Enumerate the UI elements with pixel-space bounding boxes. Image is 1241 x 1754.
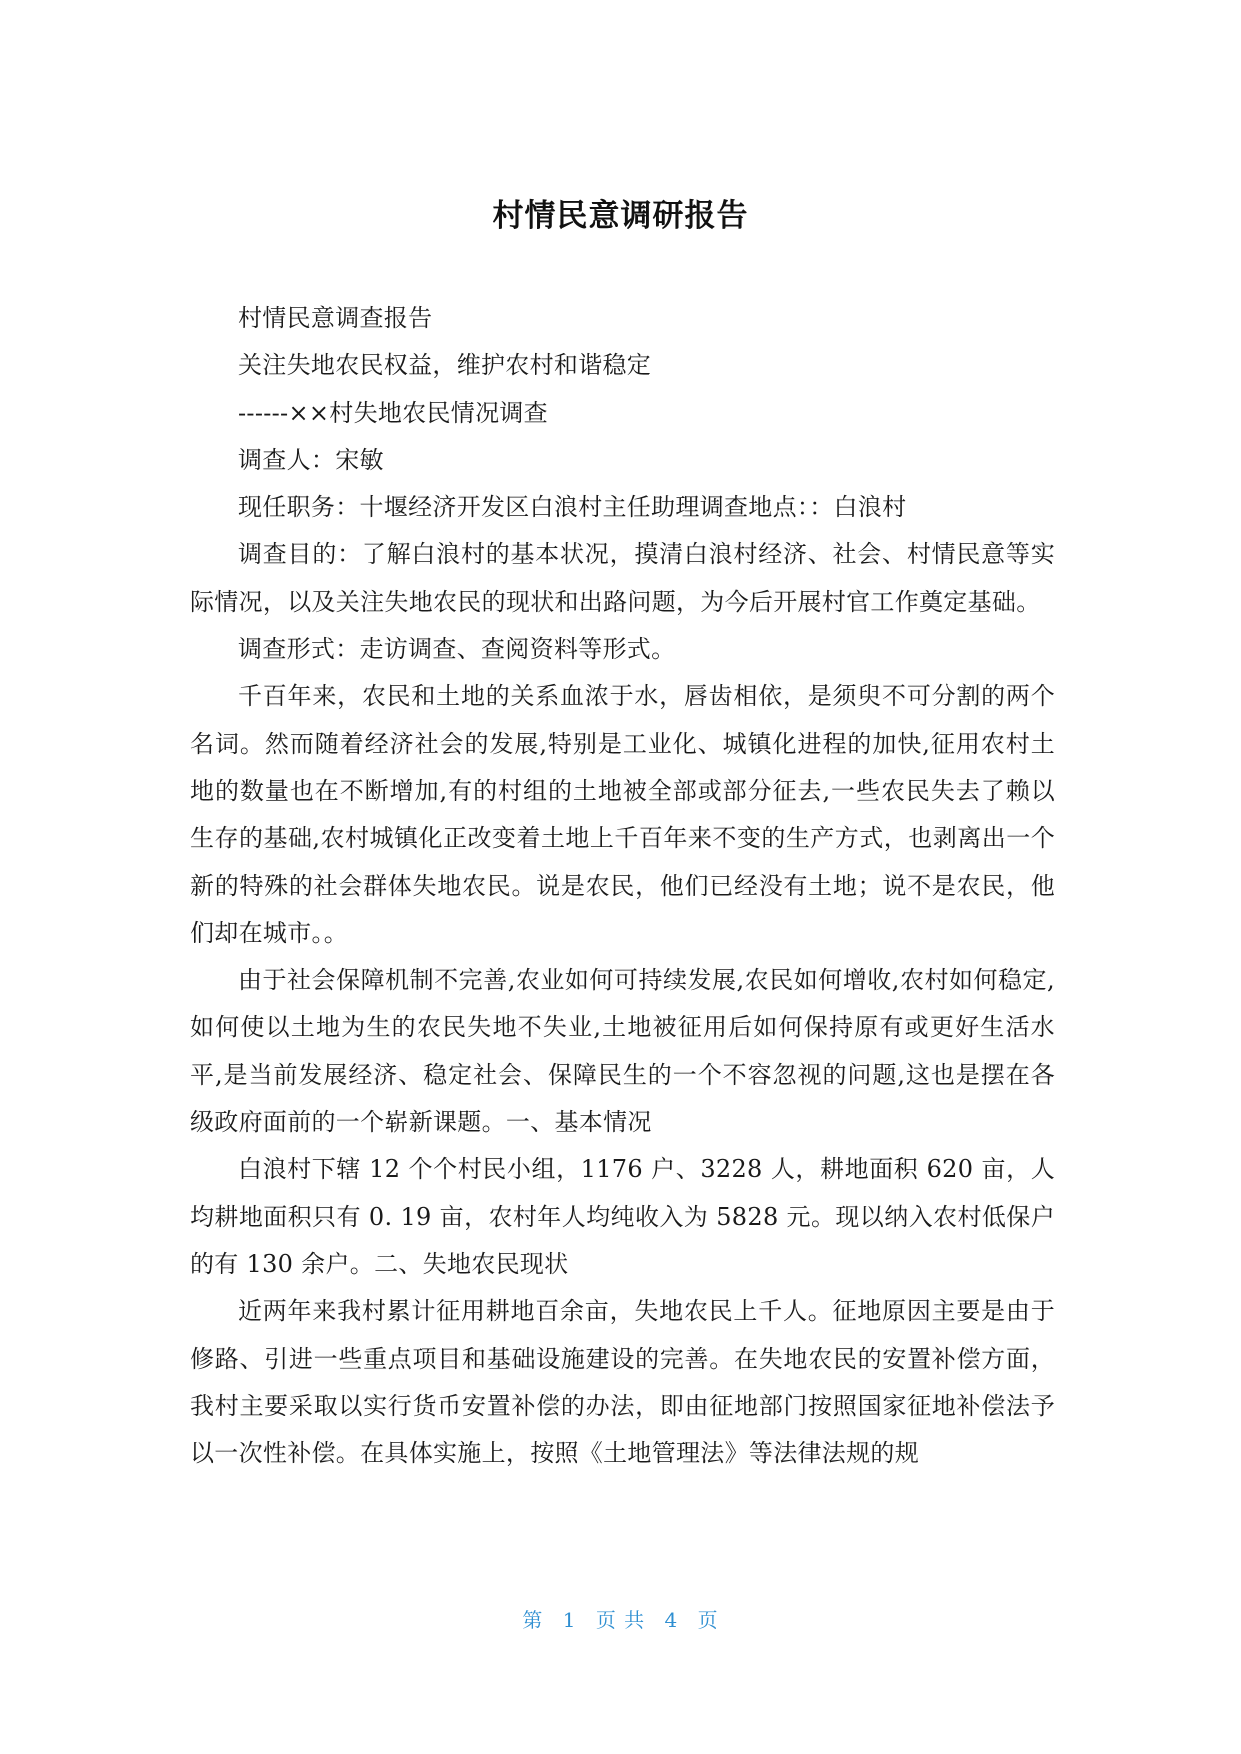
document-title: 村情民意调研报告 xyxy=(492,198,749,234)
total-pages-number: 4 xyxy=(664,1608,679,1632)
paragraph: 村情民意调查报告 xyxy=(238,304,433,332)
paragraph: 现任职务：十堰经济开发区白浪村主任助理调查地点：：白浪村 xyxy=(238,493,907,522)
paragraph: 近两年来我村累计征用耕地百余亩，失地农民上千人。征地原因主要是由于修路、引进一些重点项目和基础设施建设的完善。在失地农民的安置补偿方面，我村主要采取以实行货币安置补偿的办法，即由征地部门按照国家征地补偿法予以一次性补偿。在具体实施上，按照《土地管理法》等法律法规的规 xyxy=(190,1297,1055,1468)
footer-suffix: 页 xyxy=(697,1608,719,1632)
paragraph: 调查人：宋敏 xyxy=(238,445,384,474)
paragraph: 白浪村下辖 12 个个村民小组，1176 户、3228 人，耕地面积 620 亩，人均耕地面积只有 0. 19 亩，农村年人均纯收入为 5828 元。现以纳入农村低保户的有 130 余户。二、失地农民现状 xyxy=(190,1155,1056,1278)
paragraph: 关注失地农民权益，维护农村和谐稳定 xyxy=(238,351,652,380)
footer-middle: 页 共 xyxy=(595,1608,646,1632)
footer-prefix: 第 xyxy=(522,1608,544,1632)
paragraph: 调查形式：走访调查、查阅资料等形式。 xyxy=(238,635,676,664)
document-body xyxy=(190,295,1055,1477)
paragraph: 调查目的：了解白浪村的基本状况，摸清白浪村经济、社会、村情民意等实际情况，以及关注失地农民的现状和出路问题，为今后开展村官工作奠定基础。 xyxy=(190,540,1055,616)
current-page-number: 1 xyxy=(562,1608,577,1632)
paragraph: 由于社会保障机制不完善,农业如何可持续发展,农民如何增收,农村如何稳定,如何使以土地为生的农民失地不失业,土地被征用后如何保持原有或更好生活水平,是当前发展经济、稳定社会、保障民生的一个不容忽视的问题,这也是摆在各级政府面前的一个崭新课题。一、基本情况 xyxy=(190,966,1055,1137)
paragraph: 千百年来，农民和土地的关系血浓于水，唇齿相依，是须臾不可分割的两个名词。然而随着经济社会的发展,特别是工业化、城镇化进程的加快,征用农村土地的数量也在不断增加,有的村组的土地被全部或部分征去,一些农民失去了赖以生存的基础,农村城镇化正改变着土地上千百年来不变的生产方式，也剥离出一个新的特殊的社会群体失地农民。说是农民，他们已经没有土地；说不是农民，他们却在城市。。 xyxy=(190,682,1055,947)
paragraph: ------××村失地农民情况调查 xyxy=(238,398,548,427)
page-number-footer xyxy=(0,1604,1241,1633)
